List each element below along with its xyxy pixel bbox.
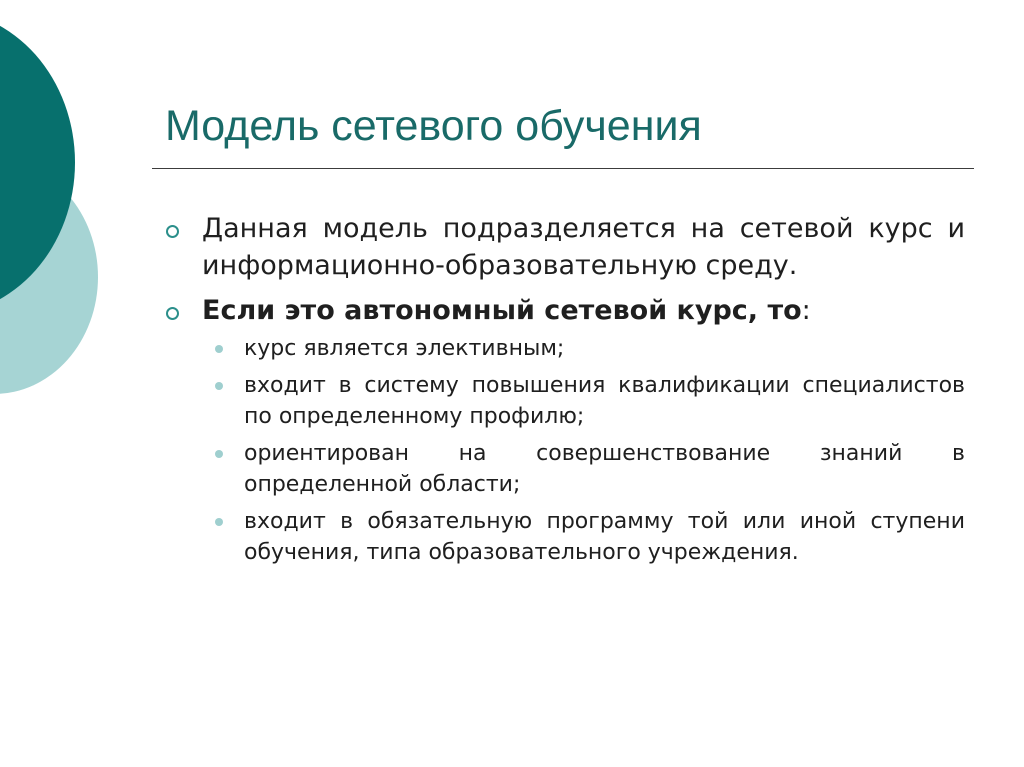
bullet-item xyxy=(160,210,965,284)
sub-bullet-text: входит в обязательную программу той или иной ступени обучения, типа образовательного учреждения. xyxy=(244,509,965,565)
title-underline xyxy=(152,168,974,169)
ring-bullet-icon xyxy=(166,307,179,320)
sub-bullet-item xyxy=(202,438,965,500)
sub-bullet-text: курс является элективным; xyxy=(244,336,565,361)
bullet-text-bold: Если это автономный сетевой курс, то xyxy=(202,295,802,326)
dot-bullet-icon xyxy=(215,345,223,353)
dot-bullet-icon xyxy=(215,450,223,458)
bullet-item xyxy=(160,292,965,329)
bullet-text-suffix: : xyxy=(801,295,811,326)
ring-bullet-icon xyxy=(166,225,179,238)
bullet-text: Данная модель подразделяется на сетевой курс и информационно-образовательную среду. xyxy=(202,213,965,281)
sub-bullet-text: ориентирован на совершенствование знаний в определенной области; xyxy=(244,441,965,497)
sub-bullet-item xyxy=(202,333,965,364)
sub-bullet-item xyxy=(202,370,965,432)
sub-bullet-item xyxy=(202,506,965,568)
sub-bullet-text: входит в систему повышения квалификации специалистов по определенному профилю; xyxy=(244,373,965,429)
dot-bullet-icon xyxy=(215,382,223,390)
slide-body xyxy=(160,210,965,574)
dot-bullet-icon xyxy=(215,518,223,526)
slide-title: Модель сетевого обучения xyxy=(165,102,702,150)
